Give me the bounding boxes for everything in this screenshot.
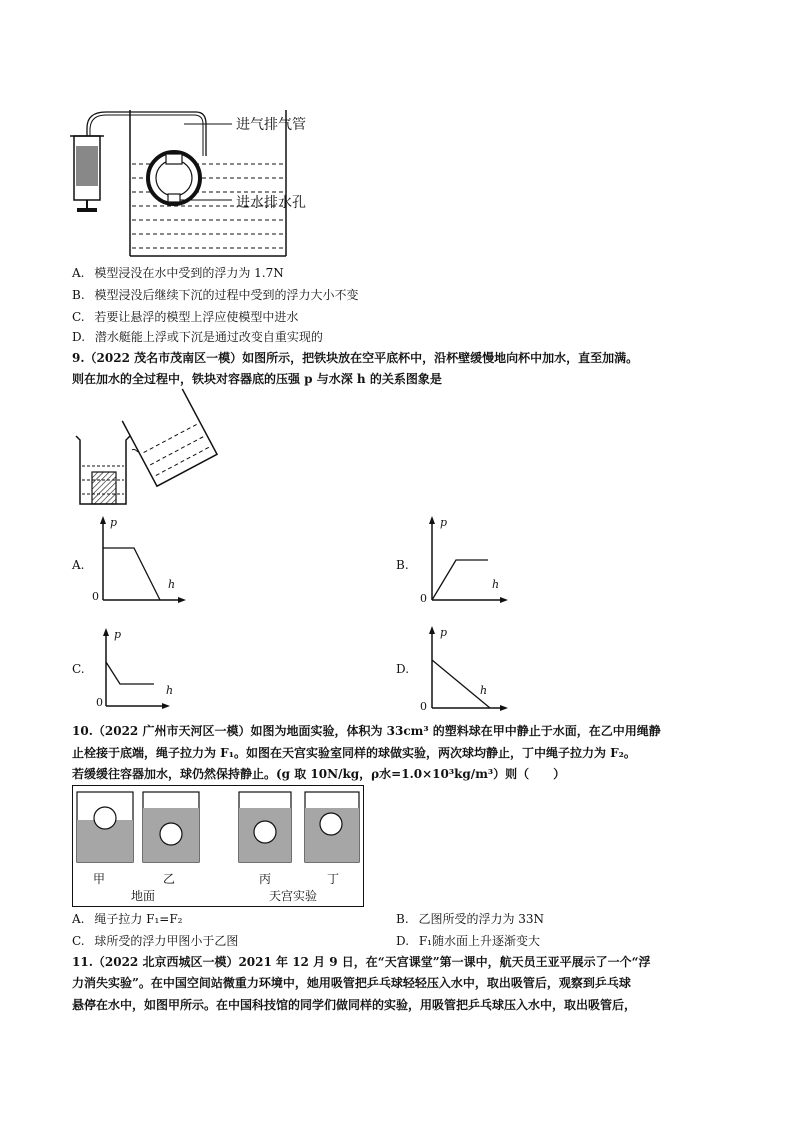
q8-option-d-key: D. — [72, 330, 86, 344]
q9-graph-d-ylabel: p — [440, 626, 448, 639]
q8-option-a-key: A. — [72, 266, 85, 280]
q9-graph-a-origin: 0 — [92, 590, 99, 603]
q9-graph-d-origin: 0 — [420, 700, 427, 713]
q10-option-b-key: B. — [396, 912, 409, 926]
q8-option-d-text: 潜水艇能上浮或下沉是通过改变自重实现的 — [94, 330, 323, 344]
q9-option-b: B. — [396, 558, 409, 572]
q9-graph-a-ylabel: p — [110, 516, 118, 529]
q9-graph-b — [410, 514, 510, 606]
q10-containers — [73, 786, 363, 906]
q9-option-c: C. — [72, 662, 85, 676]
q10-label-ding: 丁 — [327, 872, 340, 886]
q9-graph-c — [92, 626, 192, 714]
q10-stem-line1: 10.（2022 广州市天河区一模）如图为地面实验，体积为 33cm³ 的塑料球在甲中静止于水面，在乙中用绳静 — [72, 724, 661, 738]
q9-option-d: D. — [396, 662, 410, 676]
q10-option-a — [72, 912, 182, 926]
q10-stem-line2: 止栓接于底端，绳子拉力为 F₁。如图在天宫实验室同样的球做实验，两次球均静止，丁中绳子拉力为 F₂。 — [72, 746, 636, 760]
q10-option-c-key: C. — [72, 934, 85, 948]
q11-line1: 11.（2022 北京西城区一模）2021 年 12 月 9 日，在“天宫课堂”第一课中，航天员王亚平展示了一个“浮 — [72, 955, 651, 969]
q9-graph-b-xlabel: h — [492, 578, 500, 591]
q10-label-bing: 丙 — [259, 872, 272, 886]
q10-option-d-key: D. — [396, 934, 410, 948]
q8-option-b-text: 模型浸没后继续下沉的过程中受到的浮力大小不变 — [94, 288, 359, 302]
q10-group-ground: 地面 — [131, 889, 156, 903]
q10-option-a-key: A. — [72, 912, 85, 926]
q9-graph-d — [410, 624, 510, 716]
q8-option-c-key: C. — [72, 310, 85, 324]
label-pipe: 进气排气管 — [236, 117, 306, 133]
q8-option-b-key: B. — [72, 288, 85, 302]
q11-line2: 力消失实验”。在中国空间站微重力环境中，她用吸管把乒乓球轻轻压入水中，取出吸管后，观察到乒乓球 — [72, 976, 631, 990]
q9-graph-c-ylabel: p — [114, 628, 122, 641]
q8-option-a — [72, 266, 284, 280]
q8-option-b — [72, 288, 358, 302]
q10-option-b — [396, 912, 544, 926]
q10-label-yi: 乙 — [163, 872, 176, 886]
q10-label-jia: 甲 — [93, 872, 106, 886]
q9-stem-line1: 9.（2022 茂名市茂南区一模）如图所示，把铁块放在空平底杯中，沿杯壁缓慢地向杯中加水，直至加满。 — [72, 351, 639, 365]
q9-graph-c-origin: 0 — [96, 696, 103, 709]
q9-graph-a — [88, 514, 188, 606]
q10-option-d — [396, 934, 540, 948]
q9-stem-line2: 则在加水的全过程中，铁块对容器底的压强 p 与水深 h 的关系图象是 — [72, 372, 442, 386]
q10-option-c-text: 球所受的浮力甲图小于乙图 — [94, 934, 239, 948]
q9-beaker-figure — [70, 392, 220, 512]
q9-beakers — [70, 392, 220, 512]
q10-option-a-text: 绳子拉力 F₁=F₂ — [94, 912, 183, 926]
q9-graph-a-xlabel: h — [168, 578, 176, 591]
q9-graph-d-xlabel: h — [480, 684, 488, 697]
q10-stem-line3: 若缓缓往容器加水，球仍然保持静止。(g 取 10N/kg，ρ水=1.0×10³kg/m³）则（ ） — [72, 767, 566, 781]
q10-option-d-text: F₁随水面上升逐渐变大 — [418, 934, 540, 948]
q10-option-c — [72, 934, 238, 948]
q9-graph-c-xlabel: h — [166, 684, 174, 697]
q11-line3: 悬停在水中，如图甲所示。在中国科技馆的同学们做同样的实验，用吸管把乒乓球压入水中，取出吸管后， — [72, 998, 637, 1012]
submarine-figure — [66, 100, 366, 260]
q9-graph-b-origin: 0 — [420, 592, 427, 605]
q10-figure — [72, 785, 364, 907]
label-hole: 进水排水孔 — [236, 195, 306, 211]
q10-group-space: 天宫实验 — [269, 889, 318, 903]
q10-option-b-text: 乙图所受的浮力为 33N — [418, 912, 545, 926]
q8-option-c — [72, 310, 298, 324]
submarine-diagram — [66, 100, 366, 260]
q9-option-a: A. — [72, 558, 85, 572]
q8-option-d — [72, 330, 323, 344]
q8-option-c-text: 若要让悬浮的模型上浮应使模型中进水 — [94, 310, 299, 324]
q8-option-a-text: 模型浸没在水中受到的浮力为 1.7N — [94, 266, 284, 280]
q9-graph-b-ylabel: p — [440, 516, 448, 529]
